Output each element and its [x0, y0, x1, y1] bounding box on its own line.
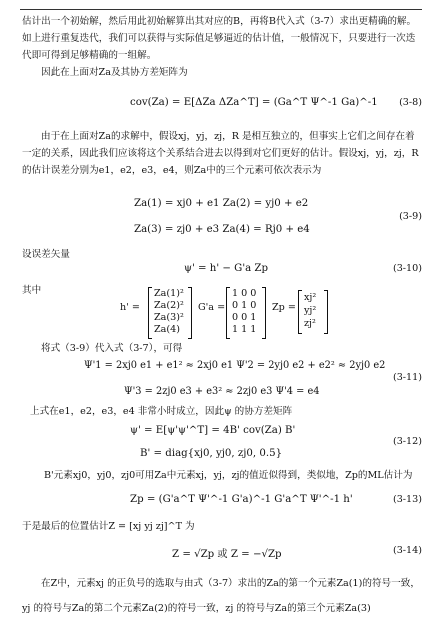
h-entry-2: Za(2)²: [154, 300, 184, 311]
paragraph-independence: 由于在上面对Za的求解中，假设xj，yj，zj，R 是相互独立的，但事实上它们之间存在着一定的关系，因此我们应该将这个关系结合进去以得到对它们更好的估计。假设xj，yj，zj，R 的估计误差分别为e1，e2，e3，e4，则Za中的三个元素可依次表示为: [22, 131, 419, 176]
h-entry-1: Za(1)²: [154, 288, 184, 299]
h-entry-3: Za(3)²: [154, 312, 184, 323]
g-prime-symbol: G'a =: [198, 302, 226, 313]
equation-3-11-body-2: Ψ'3 = 2zj0 e3 + e3² ≈ 2zj0 e3 Ψ'4 = e4: [124, 386, 320, 397]
h-prime-symbol: h' =: [120, 302, 140, 313]
equation-3-11-line2: [22, 386, 422, 403]
equation-number-3-10: (3-10): [392, 263, 422, 274]
h-bracket-left: [148, 287, 152, 339]
header-rule: [20, 9, 422, 10]
equation-3-10: [22, 263, 422, 280]
equation-3-12-body-2: B' = diag{xj0, yj0, zj0, 0.5}: [140, 448, 283, 459]
equation-3-8-body: cov(Za) = E[ΔZa ΔZa^T] = (Ga^T Ψ^-1 Ga)^-1: [130, 97, 378, 108]
equation-3-13: [22, 494, 422, 511]
paragraph-sign-selection: 在Z中，元素xj 的正负号的选取与由式（3-7）求出的Za的第一个元素Za(1)的符号一致，yj 的符号与Za的第二个元素Za(2)的符号一致，zj 的符号与Za的第三个元素Za(3): [22, 578, 420, 614]
equation-3-12-line2: [22, 448, 422, 465]
paragraph-final-position: 于是最后的位置估计Z = [xj yj zj]^T 为: [22, 521, 195, 532]
h-entry-4: Za(4): [154, 324, 180, 335]
paragraph-iteration: 估计出一个初始解，然后用此初始解算出其对应的B，再将B代入式（3-7）求出更精确的解。如上进行重复迭代，我们可以获得与实际值足够逼近的估计值，一般情况下，只要进行一次迭代即可得到足够精确的一组解。: [22, 16, 417, 61]
equation-3-9-body-2: Za(3) = zj0 + e3 Za(4) = Rj0 + e4: [134, 224, 310, 235]
equation-number-3-9: (3-9): [399, 211, 422, 222]
zp-bracket-right: [324, 290, 328, 334]
h-bracket-right: [188, 287, 192, 339]
paragraph-cov-intro: 因此在上面对Za及其协方差矩阵为: [41, 67, 188, 78]
equation-number-3-13: (3-13): [392, 494, 422, 505]
equation-3-10-body: ψ' = h' − G'a Zp: [184, 263, 269, 274]
g-row-2: 0 1 0: [232, 300, 257, 311]
label-substitute: 将式（3-9）代入式（3-7），可得: [41, 343, 183, 354]
label-where: 其中: [22, 285, 42, 296]
g-bracket-left: [226, 287, 230, 339]
zp-symbol: Zp =: [272, 302, 296, 313]
equation-3-8: [22, 97, 422, 114]
equation-number-3-14: (3-14): [392, 545, 422, 556]
equation-number-3-8: (3-8): [399, 97, 422, 108]
equation-3-12-body-1: ψ' = E[ψ'ψ'^T] = 4B' cov(Za) B': [130, 425, 296, 436]
equation-number-3-12: (3-12): [392, 436, 422, 447]
equation-number-3-11: (3-11): [392, 372, 422, 383]
equation-3-14-body: Z = √Zp 或 Z = −√Zp: [172, 549, 282, 560]
label-error-vector: 设误差矢量: [22, 249, 70, 260]
zp-entry-3: zj²: [304, 318, 316, 329]
equation-3-14: [22, 545, 422, 562]
zp-bracket-left: [298, 290, 302, 334]
equation-3-9-line2: [22, 224, 422, 241]
paragraph-b-elements: B'元素xj0，yj0，zj0可用Za中元素xj，yj，zj的值近似得到，类似地，Zp的ML估计为: [44, 470, 413, 481]
equation-3-13-body: Zp = (G'a^T Ψ'^-1 G'a)^-1 G'a^T Ψ'^-1 h': [130, 494, 353, 505]
g-bracket-right: [262, 287, 266, 339]
paragraph-small-error: 上式在e1，e2，e3，e4 非常小时成立，因此ψ 的协方差矩阵: [30, 406, 293, 417]
equation-3-9-body-1: Za(1) = xj0 + e1 Za(2) = yj0 + e2: [134, 198, 309, 209]
g-row-1: 1 0 0: [232, 288, 257, 299]
zp-entry-2: yj²: [304, 305, 317, 316]
g-row-4: 1 1 1: [232, 324, 257, 335]
zp-entry-1: xj²: [304, 292, 317, 303]
g-row-3: 0 0 1: [232, 312, 257, 323]
equation-3-11-body-1: Ψ'1 = 2xj0 e1 + e1² ≈ 2xj0 e1 Ψ'2 = 2yj0 e2 + e2² ≈ 2yj0 e2: [84, 360, 386, 371]
